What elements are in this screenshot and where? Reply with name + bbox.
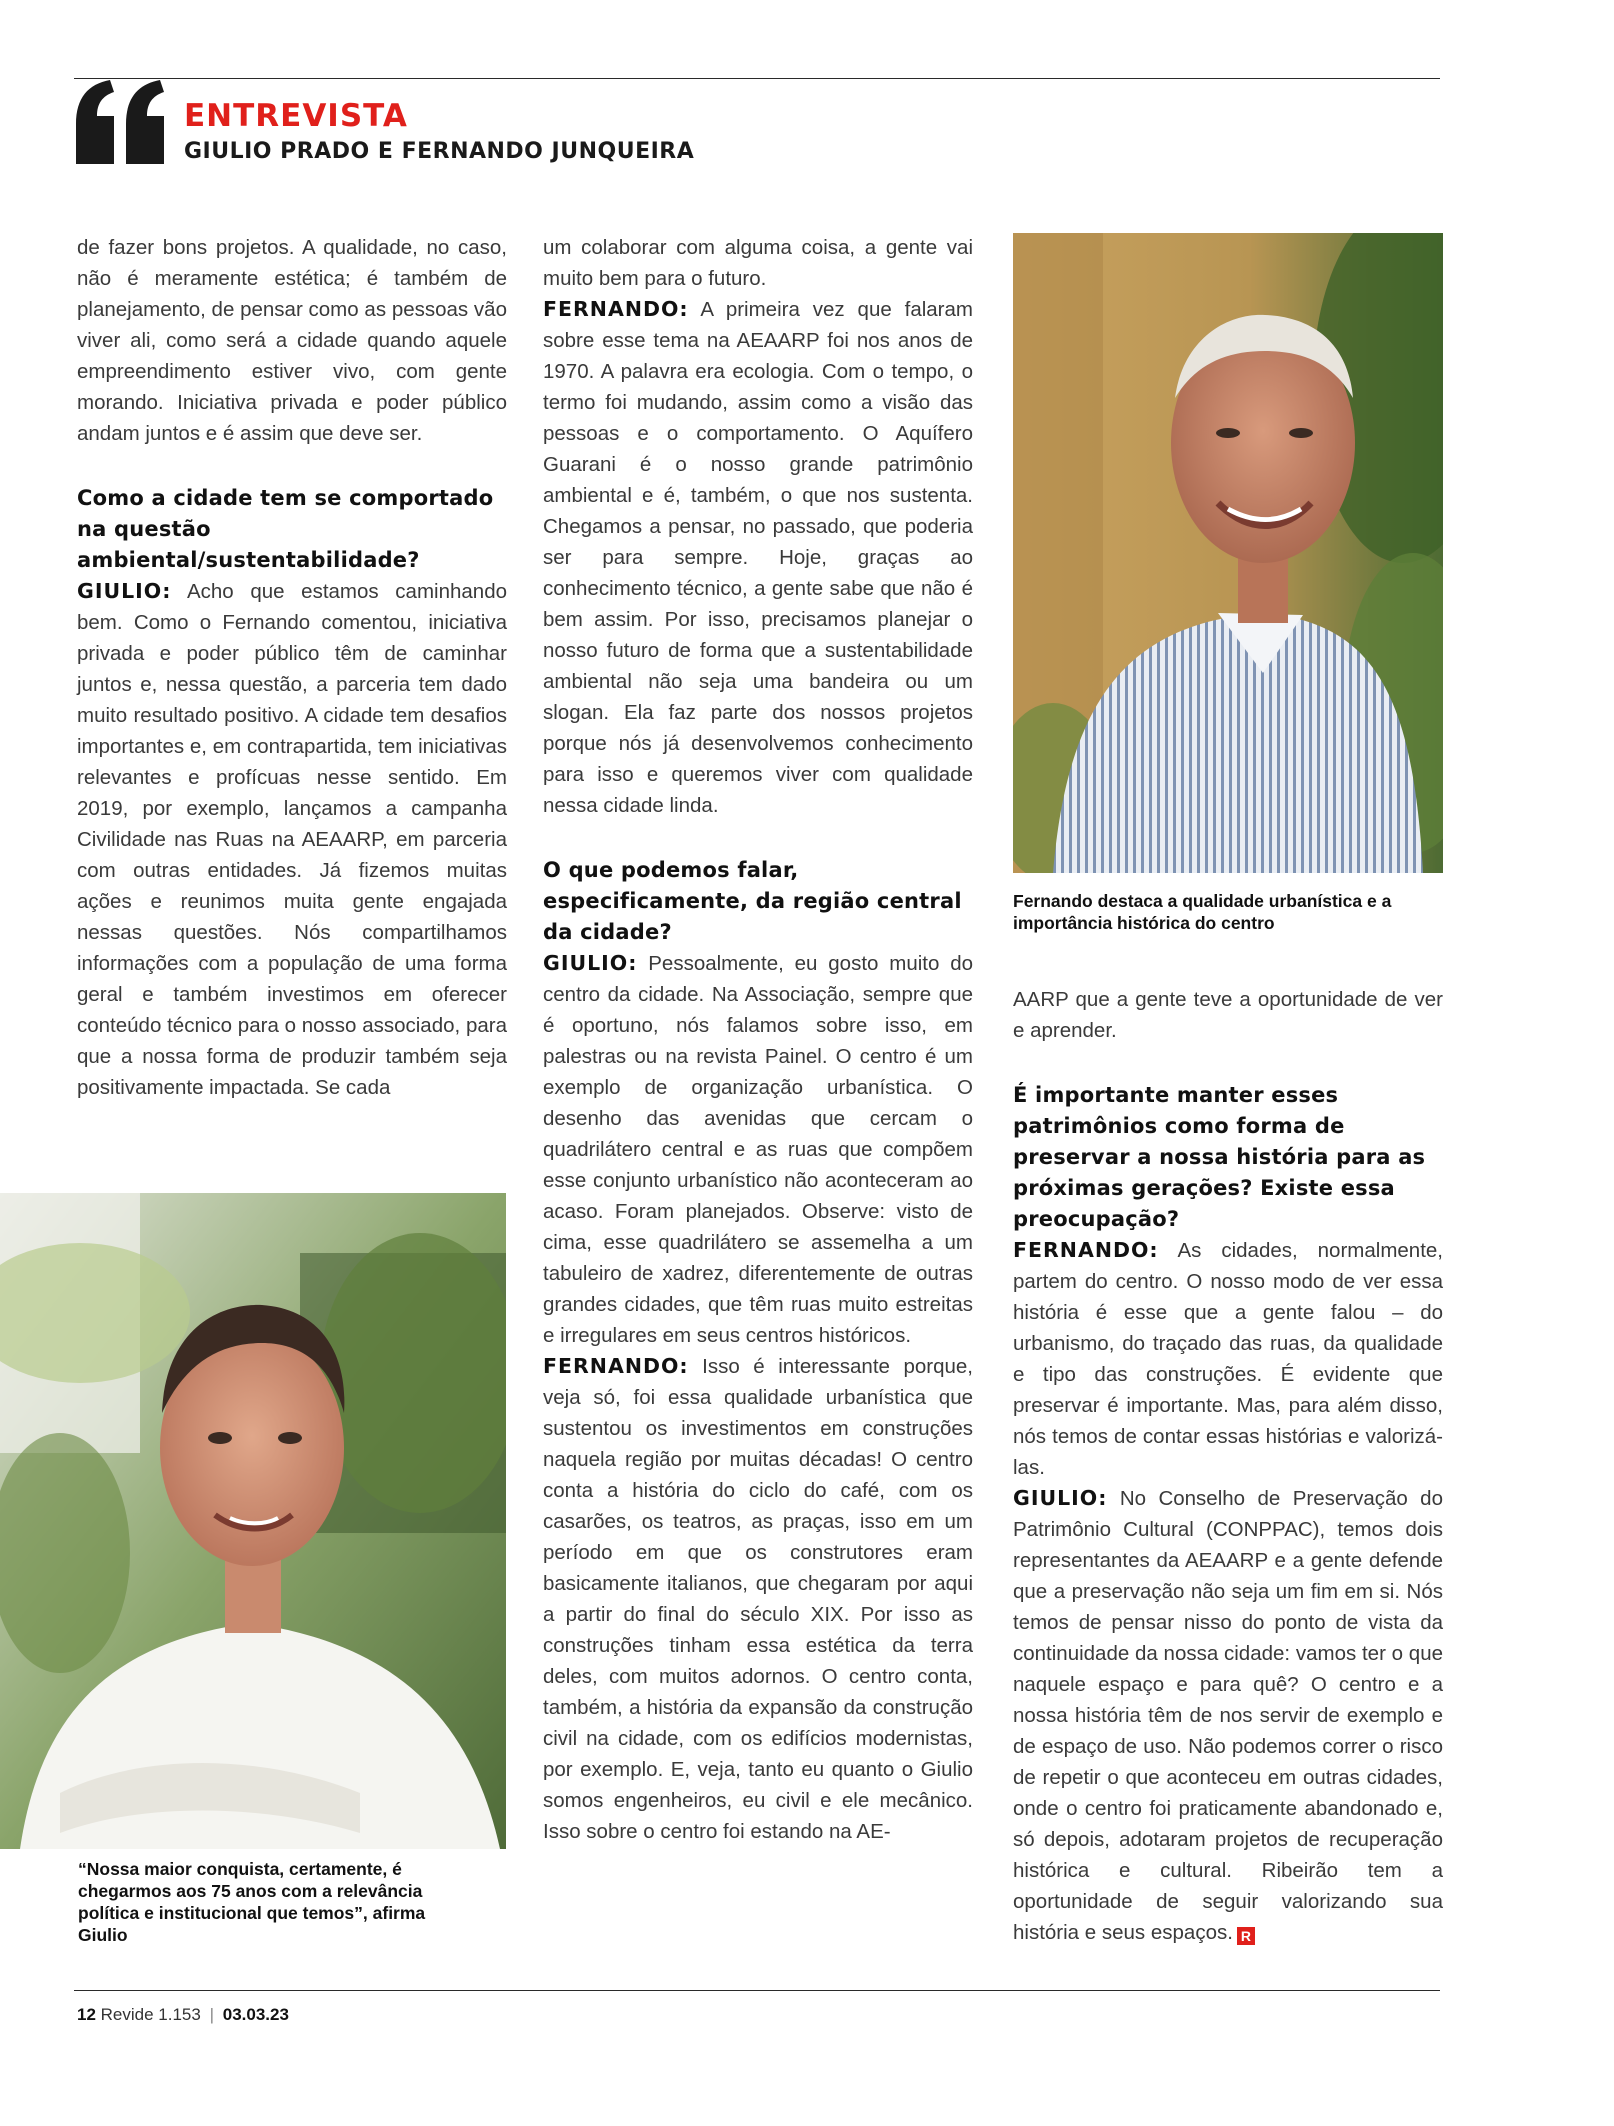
photo-caption-fernando: Fernando destaca a qualidade urbanística e a importância histórica do centro [1013, 891, 1392, 933]
article-column-1 [77, 232, 507, 1103]
answer-paragraph [543, 948, 973, 1351]
answer-paragraph [77, 576, 507, 1103]
question-heading: O que podemos falar, especificamente, da região central da cidade? [543, 858, 962, 944]
answer-paragraph [543, 294, 973, 821]
question-heading: Como a cidade tem se comportado na questão ambiental/sustentabilidade? [77, 486, 494, 572]
giulio-photo [0, 1193, 506, 1849]
answer-text: As cidades, normalmente, partem do centro. O nosso modo de ver essa história é esse que a gente falou – do urbanismo, do traçado das ruas, da qualidade e tipo das construções. É evidente que preservar é importante. Mas, para além disso, nós temos de contar essas histórias e valorizá-las. [1013, 1239, 1443, 1479]
speaker-label: GIULIO: [543, 951, 638, 975]
article-column-3 [1013, 984, 1443, 1948]
speaker-label: GIULIO: [77, 579, 172, 603]
fernando-photo [1013, 233, 1443, 873]
double-quote-icon [70, 72, 170, 172]
bottom-rule [74, 1990, 1440, 1991]
answer-text: Acho que estamos caminhando bem. Como o Fernando comentou, iniciativa privada e poder público têm de caminhar juntos e, nessa questão, a parceria tem dado muito resultado positivo. A cidade tem desafios importantes e, em contrapartida, tem iniciativas relevantes e profícuas nesse sentido. Em 2019, por exemplo, lançamos a campanha Civilidade nas Ruas na AEAARP, em parceria com outras entidades. Já fizemos muitas ações e reunimos muita gente engajada nessas questões. Nós compartilhamos informações com a população de uma forma geral e também investimos em oferecer conteúdo técnico para o nosso associado, para que a nossa forma de produzir também seja positivamente impactada. Se cada [77, 580, 507, 1099]
paragraph: de fazer bons projetos. A qualidade, no caso, não é meramente estética; é também de planejamento, de pensar como as pessoas vão viver ali, como será a cidade quando aquele empreendimento estiver vivo, com gente morando. Iniciativa privada e poder público andam juntos e é assim que deve ser. [77, 236, 507, 445]
page-footer [77, 2004, 289, 2026]
article-column-2 [543, 232, 973, 1847]
section-label: ENTREVISTA [184, 98, 408, 134]
answer-text: Pessoalmente, eu gosto muito do centro da cidade. Na Associação, sempre que é oportuno, nós falamos sobre isso, em palestras ou na revista Painel. O centro é um exemplo de organização urbanística. O desenho das avenidas que cercam o quadrilátero central e as ruas que compõem esse conjunto urbanístico não aconteceram ao acaso. Foram planejados. Observe: visto de cima, esse quadrilátero se assemelha a um tabuleiro de xadrez, diferentemente de outras grandes cidades, que têm ruas muito estreitas e irregulares em seus centros históricos. [543, 952, 973, 1347]
answer-paragraph [543, 1351, 973, 1847]
answer-paragraph [1013, 1235, 1443, 1483]
answer-text: Isso é interessante porque, veja só, foi essa qualidade urbanística que sustentou os investimentos em construções naquela região por muitas décadas! O centro conta a história do ciclo do café, com os casarões, os teatros, as praças, isso em um período em que os construtores eram basicamente italianos, que chegaram por aqui a partir do final do século XIX. Por isso as construções tinham essa estética da terra deles, com muitos adornos. O centro conta, também, a história da expansão da construção civil na cidade, com os edifícios modernistas, por exemplo. E, veja, tanto eu quanto o Giulio somos engenheiros, eu civil e ele mecânico. Isso sobre o centro foi estando na AE- [543, 1355, 973, 1843]
speaker-label: GIULIO: [1013, 1486, 1108, 1510]
page-number: 12 [77, 2005, 96, 2024]
top-rule [74, 78, 1440, 79]
paragraph: um colaborar com alguma coisa, a gente vai muito bem para o futuro. [543, 236, 973, 290]
photo-caption-giulio: “Nossa maior conquista, certamente, é chegarmos aos 75 anos com a relevância política e institucional que temos”, afirma Giulio [78, 1859, 426, 1945]
answer-paragraph [1013, 1483, 1443, 1948]
magazine-issue: Revide 1.153 [100, 2005, 201, 2024]
speaker-label: FERNANDO: [543, 1354, 689, 1378]
paragraph: AARP que a gente teve a oportunidade de ver e aprender. [1013, 988, 1443, 1042]
speaker-label: FERNANDO: [1013, 1238, 1159, 1262]
answer-text: A primeira vez que falaram sobre esse tema na AEAARP foi nos anos de 1970. A palavra era ecologia. Com o tempo, o termo foi mudando, assim como a visão das pessoas e o comportamento. O Aquífero Guarani é o nosso grande patrimônio ambiental e é, também, o que nos sustenta. Chegamos a pensar, no passado, que poderia ser para sempre. Hoje, graças ao conhecimento técnico, a gente sabe que não é bem assim. Por isso, precisamos planejar o nosso futuro de forma que a sustentabilidade ambiental não seja uma bandeira ou um slogan. Ela faz parte dos nossos projetos porque nós já desenvolvemos conhecimento para isso e queremos viver com qualidade nessa cidade linda. [543, 298, 973, 817]
question-heading: É importante manter esses patrimônios como forma de preservar a nossa história para as próximas gerações? Existe essa preocupação? [1013, 1083, 1426, 1231]
answer-text: No Conselho de Preservação do Patrimônio Cultural (CONPPAC), temos dois representantes da AEAARP e a gente defende que a preservação não seja um fim em si. Nós temos de pensar nisso do ponto de vista da continuidade da nossa cidade: vamos ter o que naquele espaço e para quê? O centro e a nossa história têm de nos servir de exemplo e de espaço de uso. Não podemos correr o risco de repetir o que aconteceu em outras cidades, onde o centro foi praticamente abandonado e, só depois, adotaram projetos de recuperação histórica e cultural. Ribeirão tem a oportunidade de seguir valorizando sua história e seus espaços. [1013, 1487, 1443, 1944]
footer-separator: | [209, 2005, 214, 2024]
revide-r-icon: R [1237, 1927, 1255, 1945]
speaker-label: FERNANDO: [543, 297, 689, 321]
interview-subjects: GIULIO PRADO E FERNANDO JUNQUEIRA [184, 139, 695, 164]
issue-date: 03.03.23 [222, 2005, 289, 2024]
